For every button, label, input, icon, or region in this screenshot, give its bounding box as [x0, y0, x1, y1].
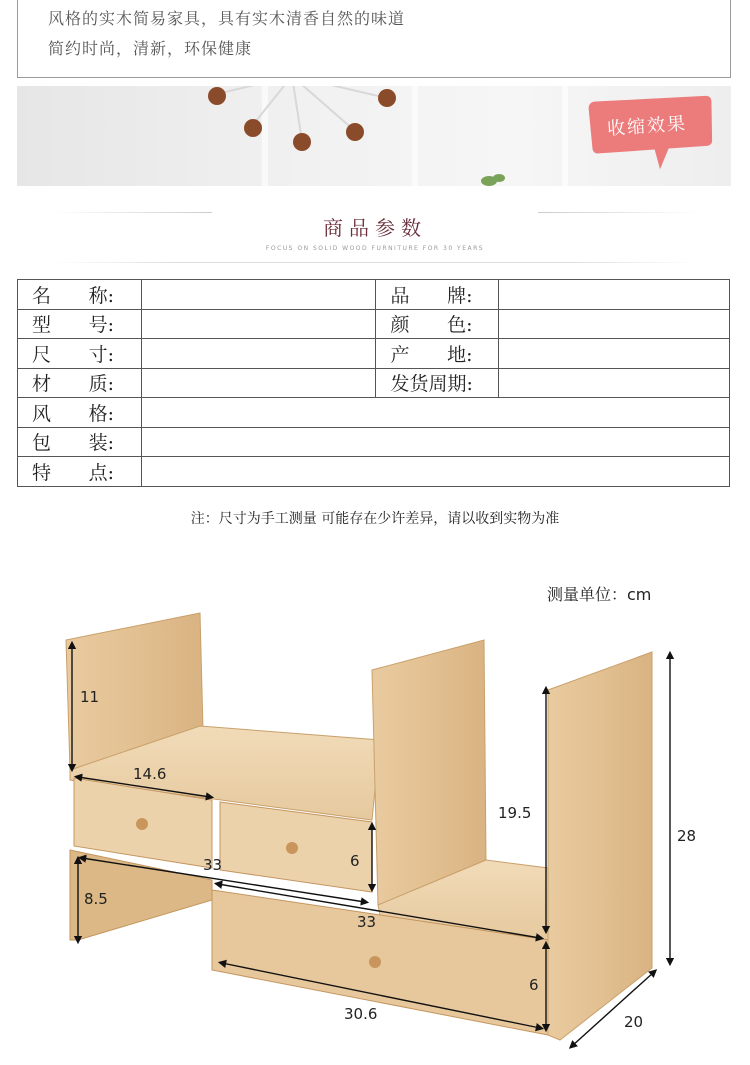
- table-row: [18, 339, 730, 369]
- dim-depth: 20: [624, 1013, 644, 1031]
- drawer-knob-icon: [286, 842, 298, 854]
- dim-mid-width-a: 33: [203, 856, 223, 874]
- shrink-effect-banner: [17, 86, 731, 186]
- param-value-shipping: [499, 368, 730, 398]
- table-row: [18, 309, 730, 339]
- title-underline: [52, 262, 698, 263]
- right-side-panel: [548, 652, 652, 1040]
- dim-total-height: 28: [677, 827, 697, 845]
- table-row: [18, 427, 730, 457]
- param-label-brand: 品 牌:: [376, 280, 499, 310]
- param-value-model: [141, 309, 376, 339]
- dim-bottom-left-height: 8.5: [84, 890, 108, 908]
- page-title: 商品参数: [323, 216, 427, 240]
- shelf-dimension-diagram: [0, 600, 750, 1065]
- title-divider-left: [52, 212, 212, 213]
- table-row: [18, 398, 730, 428]
- param-label-package: 包 装:: [18, 427, 142, 457]
- dim-inner-height: 19.5: [498, 804, 532, 822]
- middle-upright-panel: [372, 640, 486, 905]
- param-label-shipping: 发货周期:: [376, 368, 499, 398]
- param-label-style: 风 格:: [18, 398, 142, 428]
- intro-line-2: 简约时尚，清新，环保健康: [48, 39, 253, 58]
- dim-bottom-drawer-width: 30.6: [344, 1005, 378, 1023]
- param-label-color: 颜 色:: [376, 309, 499, 339]
- param-value-style: [141, 398, 729, 428]
- page-subtitle: FOCUS ON SOLID WOOD FURNITURE FOR 30 YEARS: [265, 245, 485, 252]
- intro-line-1: 风格的实木简易家具，具有实木清香自然的味道: [48, 9, 406, 28]
- section-header: [0, 212, 750, 252]
- measurement-unit: 测量单位：cm: [547, 585, 652, 604]
- param-value-origin: [499, 339, 730, 369]
- dim-left-panel-height: 11: [80, 688, 100, 706]
- title-divider-right: [538, 212, 698, 213]
- dim-drawer-height-a: 6: [350, 852, 360, 870]
- param-value-package: [141, 427, 729, 457]
- intro-box: [17, 0, 731, 78]
- drawer-knob-icon: [369, 956, 381, 968]
- table-row: [18, 457, 730, 487]
- param-value-color: [499, 309, 730, 339]
- table-row: [18, 368, 730, 398]
- param-label-origin: 产 地:: [376, 339, 499, 369]
- param-value-features: [141, 457, 729, 487]
- drawer-knob-icon: [136, 818, 148, 830]
- param-value-size: [141, 339, 376, 369]
- param-value-material: [141, 368, 376, 398]
- param-value-name: [141, 280, 376, 310]
- product-params-table: [17, 279, 730, 487]
- dim-mid-width-b: 33: [357, 913, 377, 931]
- param-value-brand: [499, 280, 730, 310]
- param-label-model: 型 号:: [18, 309, 142, 339]
- shrink-effect-badge: 收缩效果: [606, 113, 688, 140]
- dim-drawer-height-b: 6: [529, 976, 539, 994]
- dim-top-drawer-width: 14.6: [133, 765, 167, 783]
- param-label-name: 名 称:: [18, 280, 142, 310]
- param-label-features: 特 点:: [18, 457, 142, 487]
- table-row: [18, 280, 730, 310]
- param-label-material: 材 质:: [18, 368, 142, 398]
- param-label-size: 尺 寸:: [18, 339, 142, 369]
- measurement-note: 注：尺寸为手工测量 可能存在少许差异，请以收到实物为准: [190, 511, 560, 527]
